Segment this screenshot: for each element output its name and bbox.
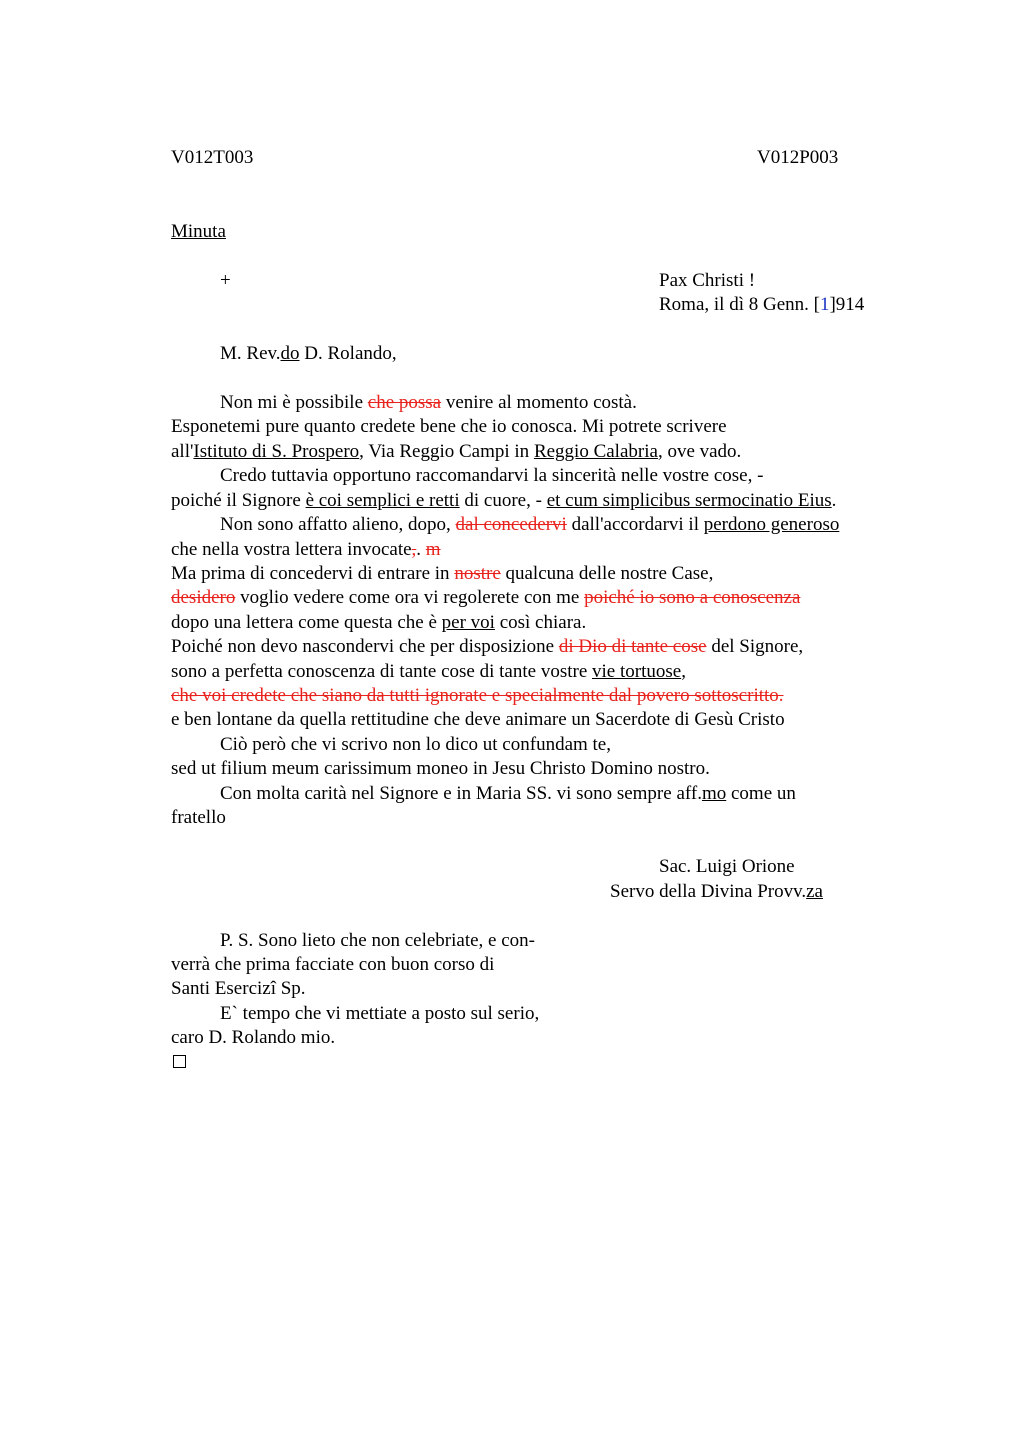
- text-line: dopo una lettera come questa che è per voi così chiara.: [171, 612, 587, 633]
- text-line: e ben lontane da quella rettitudine che deve animare un Sacerdote di Gesù Cristo: [171, 709, 785, 730]
- text-line: sono a perfetta conoscenza di tante cose di tante vostre vie tortuose,: [171, 661, 686, 682]
- text-line: che nella vostra lettera invocate,. m: [171, 539, 441, 560]
- text-line: desidero voglio vedere come ora vi regolerete con me poiché io sono a conoscenza: [171, 587, 801, 608]
- deleted-text: dal concedervi: [455, 514, 567, 535]
- end-marker-box-icon: [173, 1055, 186, 1068]
- text-line: poiché il Signore è coi semplici e retti di cuore, - et cum simplicibus sermocinatio Eius.: [171, 490, 837, 511]
- text-line: Con molta carità nel Signore e in Maria SS. vi sono sempre aff.mo come un: [220, 783, 796, 804]
- deleted-text: nostre: [454, 563, 501, 584]
- deleted-text: poiché io sono a conoscenza: [584, 587, 801, 608]
- text-line: all'Istituto di S. Prospero, Via Reggio Campi in Reggio Calabria, ove vado.: [171, 441, 742, 462]
- greeting: M. Rev.do D. Rolando,: [220, 343, 397, 364]
- cross-symbol: +: [220, 270, 231, 291]
- deleted-text: m: [425, 539, 441, 560]
- postscript-line: E` tempo che vi mettiate a posto sul serio,: [220, 1003, 540, 1024]
- postscript-line: caro D. Rolando mio.: [171, 1027, 336, 1048]
- text-line: Non mi è possibile che possa venire al momento costà.: [220, 392, 637, 413]
- text-line: Ma prima di concedervi di entrare in nostre qualcuna delle nostre Case,: [171, 563, 714, 584]
- deleted-text: desidero: [171, 587, 236, 608]
- minuta-label: Minuta: [171, 221, 226, 242]
- deleted-text: ,: [411, 539, 417, 560]
- postscript-line: Santi Esercizî Sp.: [171, 978, 306, 999]
- deleted-text: di Dio di tante cose: [558, 636, 707, 657]
- letter-date: Roma, il dì 8 Genn. [1]914: [659, 294, 865, 315]
- text-line: Credo tuttavia opportuno raccomandarvi la sincerità nelle vostre cose, -: [220, 465, 764, 486]
- pax-christi: Pax Christi !: [659, 270, 756, 291]
- signature-title: Servo della Divina Provv.za: [610, 881, 823, 902]
- text-line: Esponetemi pure quanto credete bene che io conosca. Mi potrete scrivere: [171, 416, 727, 437]
- text-line: [171, 684, 784, 708]
- text-line: Non sono affatto alieno, dopo, dal concedervi dall'accordarvi il perdono generoso: [220, 514, 840, 535]
- deleted-text: che possa: [367, 392, 442, 413]
- text-line: sed ut filium meum carissimum moneo in Jesu Christo Domino nostro.: [171, 758, 710, 779]
- signature-name: Sac. Luigi Orione: [659, 856, 795, 877]
- text-line: Poiché non devo nascondervi che per disposizione di Dio di tante cose del Signore,: [171, 636, 804, 657]
- deleted-text: che voi credete che siano da tutti ignorate e specialmente dal povero sottoscritto.: [171, 685, 784, 706]
- postscript-line: P. S. Sono lieto che non celebriate, e con-: [220, 930, 536, 951]
- doc-code-left: V012T003: [171, 147, 254, 168]
- doc-code-right: V012P003: [757, 147, 839, 168]
- postscript-line: verrà che prima facciate con buon corso di: [171, 954, 495, 975]
- text-line: Ciò però che vi scrivo non lo dico ut confundam te,: [220, 734, 611, 755]
- text-line: fratello: [171, 807, 226, 828]
